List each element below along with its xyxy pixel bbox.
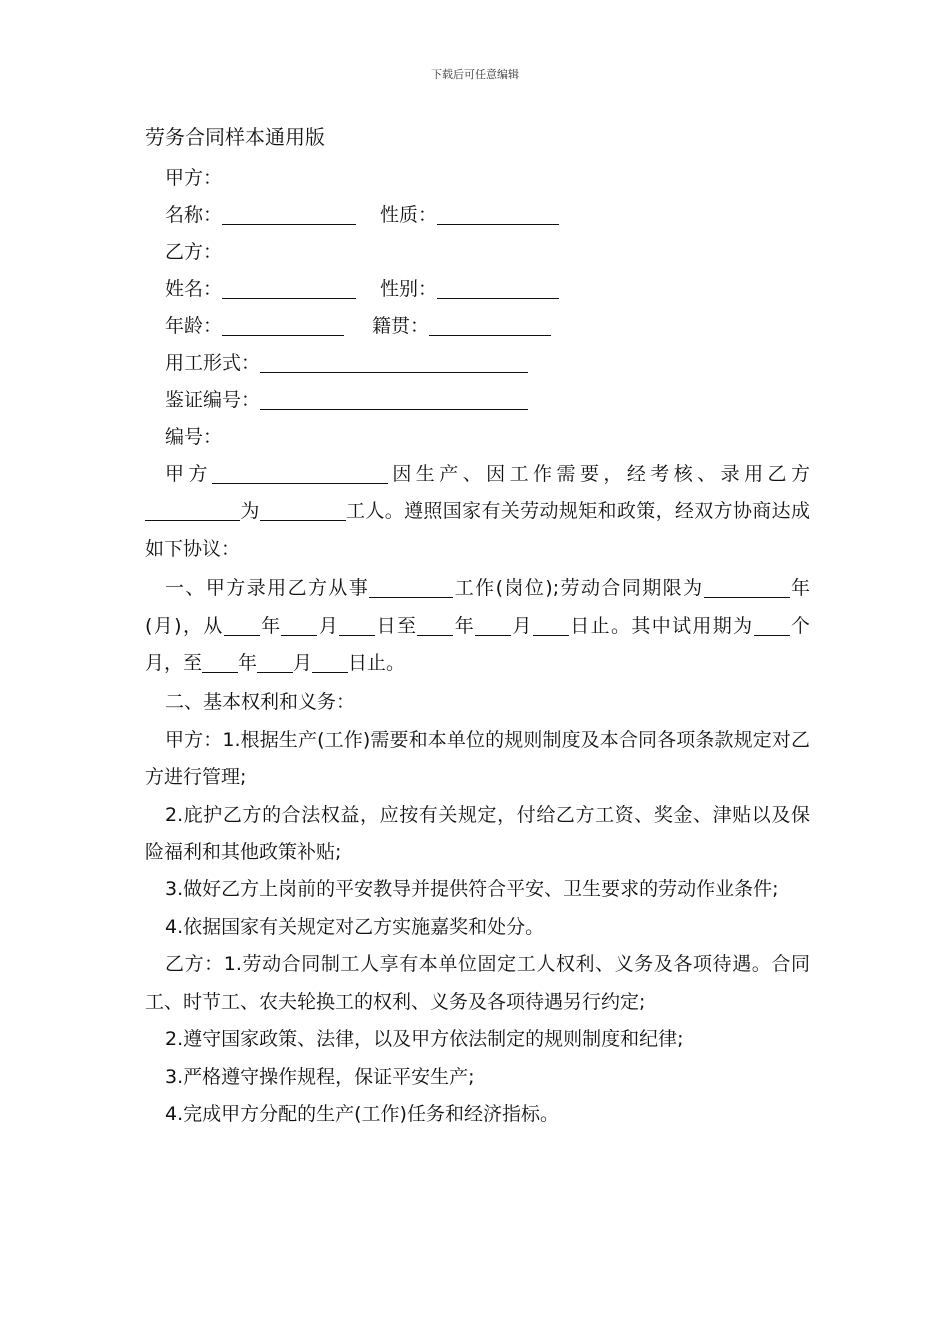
end-year-blank[interactable] xyxy=(417,615,453,636)
party-b-name-row xyxy=(145,271,810,308)
clause-1-text-2: 工作(岗位);劳动合同期限为 xyxy=(453,577,704,600)
party-a-name-row xyxy=(145,197,810,234)
party-b-age-label: 年龄： xyxy=(165,315,223,337)
term-blank[interactable] xyxy=(704,577,790,598)
job-blank[interactable] xyxy=(369,577,453,598)
party-b-duty-2: 2.遵守国家政策、法律，以及甲方依法制定的规则制度和纪律; xyxy=(165,1028,684,1051)
party-a-duty-4: 4.依据国家有关规定对乙方实施嘉奖和处分。 xyxy=(165,915,545,938)
clause-1-text-10: 个月，至 xyxy=(145,614,810,675)
probation-day-blank[interactable] xyxy=(312,652,348,673)
party-a-intro-blank[interactable] xyxy=(212,463,388,484)
clause-1-text-7: 年 xyxy=(453,614,476,637)
intro-text-4: 工人。遵照国家有关劳动规矩和政策，经双方协商达成如下协议： xyxy=(145,500,810,560)
clause-1-text-12: 月 xyxy=(293,652,313,675)
document-title: 劳务合同样本通用版 xyxy=(145,125,325,149)
intro-text-1: 甲方 xyxy=(165,463,212,485)
party-a-duty-3: 3.做好乙方上岗前的平安教导并提供符合平安、卫生要求的劳动作业条件; xyxy=(165,878,779,901)
cert-number-row xyxy=(145,382,810,419)
employment-form-blank[interactable] xyxy=(260,352,528,373)
worker-type-blank[interactable] xyxy=(260,500,346,521)
intro-text-3: 为 xyxy=(240,500,260,523)
party-a-duty-1: 甲方：1.根据生产(工作)需要和本单位的规则制度及本合同各项条款规定对乙方进行管理; xyxy=(145,728,810,789)
clause-2-heading: 二、基本权利和义务： xyxy=(165,691,356,714)
employment-form-label: 用工形式： xyxy=(165,352,261,374)
clause-1-text-1: 一、甲方录用乙方从事 xyxy=(165,577,370,600)
clause-1-text-3: 年(月)，从 xyxy=(145,577,810,637)
start-year-blank[interactable] xyxy=(224,615,260,636)
party-b-age-row xyxy=(145,308,810,345)
party-a-duty-2: 2.庇护乙方的合法权益，应按有关规定，付给乙方工资、奖金、津贴以及保险福利和其他政策补贴; xyxy=(145,803,810,864)
number-label: 编号： xyxy=(165,426,223,448)
party-b-duty-1: 乙方：1.劳动合同制工人享有本单位固定工人权利、义务及各项待遇。合同工、时节工、农夫轮换工的权利、义务及各项待遇另行约定; xyxy=(145,953,810,1013)
probation-months-blank[interactable] xyxy=(754,615,790,636)
party-a-heading: 甲方： xyxy=(165,167,223,189)
probation-year-blank[interactable] xyxy=(202,652,238,673)
party-b-age-blank[interactable] xyxy=(222,315,344,336)
clause-1-text-6: 日至 xyxy=(375,614,418,637)
party-b-heading: 乙方： xyxy=(165,241,223,263)
employment-form-row xyxy=(145,345,810,382)
party-b-gender-label: 性别： xyxy=(380,278,438,300)
party-b-name-label: 姓名： xyxy=(165,278,223,300)
party-a-name-blank[interactable] xyxy=(222,204,356,225)
contract-document xyxy=(145,124,810,1133)
cert-number-label: 鉴证编号： xyxy=(165,389,261,411)
party-a-name-label: 名称： xyxy=(165,204,223,226)
intro-paragraph xyxy=(145,456,810,568)
party-b-intro-blank[interactable] xyxy=(145,500,240,521)
intro-text-2: 因生产、因工作需要，经考核、录用乙方 xyxy=(387,463,810,485)
party-b-gender-blank[interactable] xyxy=(437,278,559,299)
party-b-name-blank[interactable] xyxy=(222,278,356,299)
end-day-blank[interactable] xyxy=(533,615,569,636)
cert-number-blank[interactable] xyxy=(260,389,528,410)
clause-1-text-9: 日止。其中试用期为 xyxy=(568,614,754,637)
party-b-origin-label: 籍贯： xyxy=(372,315,430,337)
clause-1-text-5: 月 xyxy=(317,614,340,637)
party-a-nature-blank[interactable] xyxy=(437,204,559,225)
clause-1-paragraph xyxy=(145,570,810,682)
party-a-nature-label: 性质： xyxy=(380,204,438,226)
party-b-duty-3: 3.严格遵守操作规程，保证平安生产; xyxy=(165,1065,475,1088)
clause-1-text-13: 日止。 xyxy=(348,652,406,675)
clause-1-text-11: 年 xyxy=(238,652,258,675)
clause-1-text-4: 年 xyxy=(259,614,282,637)
probation-month-blank[interactable] xyxy=(257,652,293,673)
start-day-blank[interactable] xyxy=(339,615,375,636)
start-month-blank[interactable] xyxy=(281,615,317,636)
party-b-duty-4: 4.完成甲方分配的生产(工作)任务和经济指标。 xyxy=(165,1102,559,1125)
clause-1-text-8: 月 xyxy=(511,614,533,637)
page-header-note: 下载后可任意编辑 xyxy=(431,68,519,81)
party-b-origin-blank[interactable] xyxy=(429,315,551,336)
end-month-blank[interactable] xyxy=(475,615,511,636)
